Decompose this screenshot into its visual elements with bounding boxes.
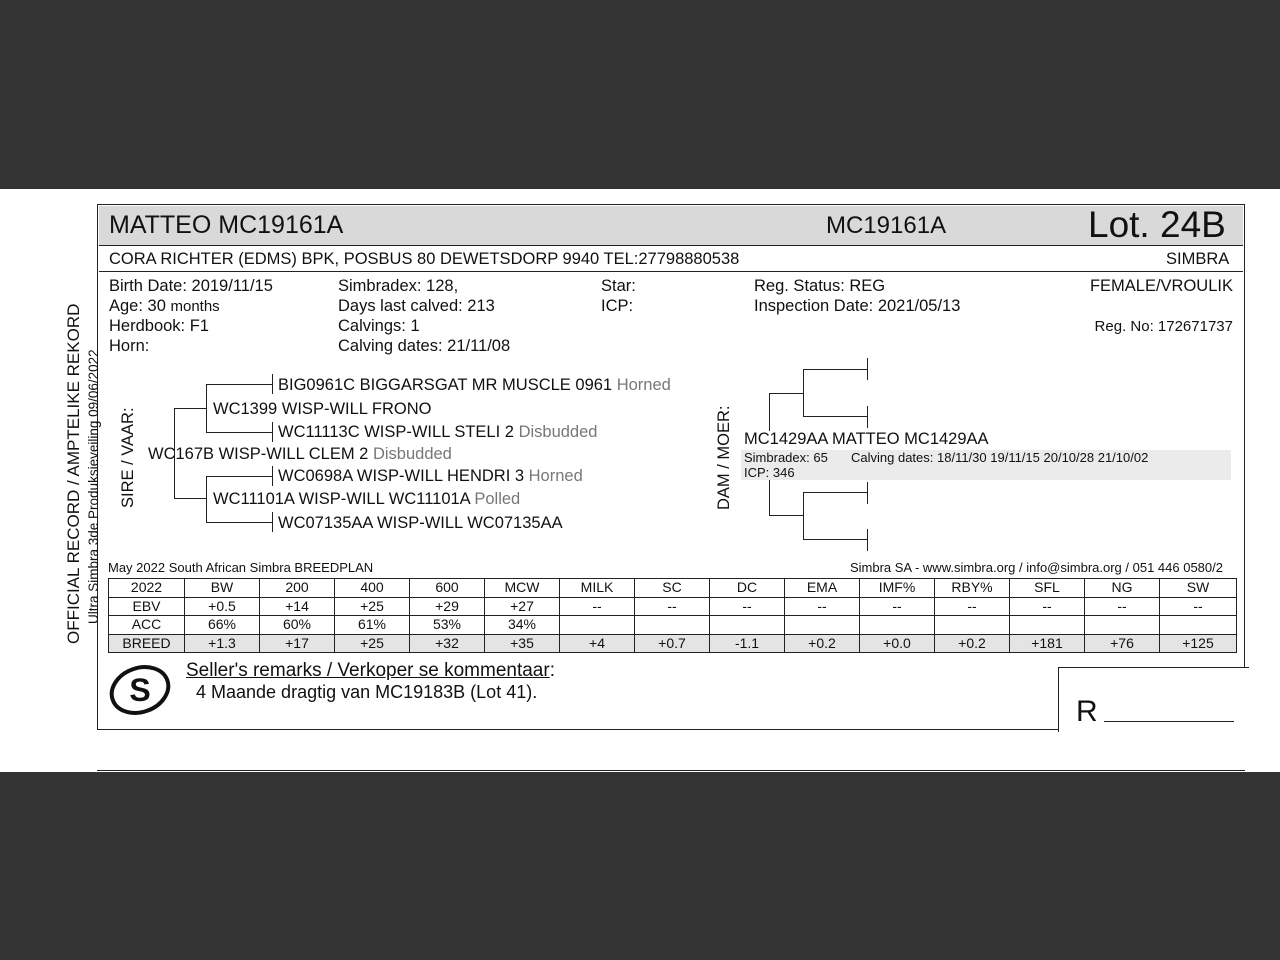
table-cell [860, 616, 935, 635]
reg-status: Reg. Status: REG [754, 277, 886, 295]
table-cell: -- [1010, 597, 1085, 616]
table-cell: -- [860, 597, 935, 616]
table-cell: +25 [335, 597, 410, 616]
official-record-label: OFFICIAL RECORD / AMPTELIKE REKORD [64, 303, 83, 644]
tree-line [803, 539, 867, 540]
icp: ICP: [601, 297, 634, 315]
table-cell [635, 616, 710, 635]
tree-line [272, 512, 273, 532]
table-cell: +29 [410, 597, 485, 616]
tree-line [206, 384, 273, 385]
birth-date: Birth Date: 2019/11/15 [109, 277, 273, 295]
pedigree-sire: WC167B WISP-WILL CLEM 2 Disbudded [148, 445, 452, 463]
simbradex: Simbradex: 128, [338, 277, 459, 295]
table-header: 400 [335, 579, 410, 598]
table-header: RBY% [935, 579, 1010, 598]
table-header: DC [710, 579, 785, 598]
tree-line [803, 492, 804, 540]
logo-letter: S [129, 672, 151, 708]
horn-tag: Horned [528, 467, 583, 485]
calvings: Calvings: 1 [338, 317, 420, 335]
pedigree-dam: MC1429AA MATTEO MC1429AA [744, 430, 989, 448]
table-cell [710, 616, 785, 635]
table-cell: +35 [485, 634, 560, 653]
lot-number: Lot. 24B [1088, 204, 1226, 245]
breedplan-caption: May 2022 South African Simbra BREEDPLAN [108, 560, 374, 575]
table-cell: -- [785, 597, 860, 616]
age-unit: months [170, 298, 220, 315]
table-header: NG [1085, 579, 1160, 598]
tree-line [206, 432, 273, 433]
tree-line [867, 358, 868, 380]
tree-line [769, 393, 803, 394]
pedigree-sire-sire-sire: BIG0961C BIGGARSGAT MR MUSCLE 0961 Horned [278, 376, 671, 394]
table-cell: 61% [335, 616, 410, 635]
tree-line [769, 515, 803, 516]
tree-line [174, 498, 206, 499]
breed-label: SIMBRA [1166, 250, 1230, 268]
table-header: BW [185, 579, 260, 598]
table-cell: 53% [410, 616, 485, 635]
ebv-table [108, 578, 1237, 653]
horn-tag: Polled [474, 490, 521, 508]
table-cell: +0.0 [860, 634, 935, 653]
tree-line [867, 529, 868, 551]
tree-line [803, 369, 804, 417]
table-row-acc [109, 616, 1237, 635]
table-cell [935, 616, 1010, 635]
table-cell: +1.3 [185, 634, 260, 653]
dam-label: DAM / MOER: [715, 405, 733, 510]
table-cell [1010, 616, 1085, 635]
age [109, 297, 220, 316]
star: Star: [601, 277, 636, 295]
table-cell: +0.2 [785, 634, 860, 653]
tree-line [867, 406, 868, 428]
pedigree-sire-dam-dam: WC07135AA WISP-WILL WC07135AA [278, 514, 563, 532]
calving-dates: Calving dates: 21/11/08 [338, 337, 511, 355]
horn-tag: Horned [616, 376, 671, 394]
animal-name: MATTEO MC19161A [109, 211, 344, 239]
table-cell: -- [635, 597, 710, 616]
tree-line [803, 416, 867, 417]
pedigree-sire-sire-dam: WC11113C WISP-WILL STELI 2 Disbudded [278, 423, 598, 441]
reg-number: Reg. No: 172671737 [1094, 318, 1233, 335]
table-cell: EBV [109, 597, 185, 616]
age-value: Age: 30 [109, 297, 166, 315]
tree-line [206, 476, 207, 523]
tree-line [206, 522, 273, 523]
table-header-row [109, 579, 1237, 598]
price-currency: R [1076, 695, 1098, 728]
tree-line [803, 492, 867, 493]
table-header: MCW [485, 579, 560, 598]
horn-tag: Disbudded [372, 445, 452, 463]
tree-line [803, 369, 867, 370]
table-cell: +76 [1085, 634, 1160, 653]
tree-line [769, 480, 770, 516]
tree-line [206, 476, 273, 477]
table-cell [560, 616, 635, 635]
table-header: SW [1160, 579, 1237, 598]
tree-line [272, 422, 273, 442]
contact-caption: Simbra SA - www.simbra.org / info@simbra.org / 051 446 0580/2 [849, 560, 1223, 575]
remarks-text: 4 Maande dragtig van MC19183B (Lot 41). [196, 682, 538, 702]
tree-line [769, 393, 770, 431]
table-cell: 60% [260, 616, 335, 635]
table-cell: -- [710, 597, 785, 616]
dam-simbradex: Simbradex: 65 [744, 450, 828, 465]
table-cell: +0.7 [635, 634, 710, 653]
table-header: 600 [410, 579, 485, 598]
herdbook: Herdbook: F1 [109, 317, 209, 335]
inspection-date: Inspection Date: 2021/05/13 [754, 297, 961, 315]
price-blank-line [1104, 721, 1234, 722]
table-cell: +0.2 [935, 634, 1010, 653]
table-cell: +32 [410, 634, 485, 653]
table-cell: +17 [260, 634, 335, 653]
table-row-breed [109, 634, 1237, 653]
table-cell: +4 [560, 634, 635, 653]
horn-tag: Disbudded [518, 423, 598, 441]
pedigree-sire-sire: WC1399 WISP-WILL FRONO [213, 400, 432, 418]
table-cell [785, 616, 860, 635]
sale-label: Ultra Simbra 3de Produksieveiling 09/06/2022 [86, 349, 101, 624]
table-header: SC [635, 579, 710, 598]
next-card-edge [97, 770, 1245, 771]
sex-label: FEMALE/VROULIK [1089, 277, 1233, 295]
days-last-calved: Days last calved: 213 [338, 297, 495, 315]
table-cell: +14 [260, 597, 335, 616]
table-cell: -- [935, 597, 1010, 616]
table-cell: 34% [485, 616, 560, 635]
pedigree-sire-dam: WC11101A WISP-WILL WC11101A Polled [213, 490, 521, 508]
dam-calving-dates: Calving dates: 18/11/30 19/11/15 20/10/28 21/10/02 [851, 450, 1149, 465]
table-header: MILK [560, 579, 635, 598]
tree-line [174, 408, 206, 409]
remarks-title: Seller's remarks / Verkoper se kommentaar: [186, 660, 555, 681]
sire-label: SIRE / VAAR: [119, 407, 137, 508]
table-cell [1085, 616, 1160, 635]
table-cell: -1.1 [710, 634, 785, 653]
simbra-logo-icon [108, 661, 172, 717]
table-cell: +0.5 [185, 597, 260, 616]
table-cell: -- [560, 597, 635, 616]
animal-code: MC19161A [826, 212, 947, 239]
table-cell: +125 [1160, 634, 1237, 653]
table-header: 2022 [109, 579, 185, 598]
table-row-ebv [109, 597, 1237, 616]
table-cell: -- [1085, 597, 1160, 616]
tree-line [867, 482, 868, 504]
table-cell: +25 [335, 634, 410, 653]
horn-status: Horn: [109, 337, 150, 355]
table-cell: BREED [109, 634, 185, 653]
table-cell: 66% [185, 616, 260, 635]
table-cell: -- [1160, 597, 1237, 616]
tree-line [272, 466, 273, 486]
table-cell: ACC [109, 616, 185, 635]
table-header: IMF% [860, 579, 935, 598]
table-cell [1160, 616, 1237, 635]
pedigree-sire-dam-sire: WC0698A WISP-WILL HENDRI 3 Horned [278, 467, 583, 485]
tree-line [206, 384, 207, 433]
owner-line: CORA RICHTER (EDMS) BPK, POSBUS 80 DEWETSDORP 9940 TEL:27798880538 [109, 250, 740, 268]
table-header: EMA [785, 579, 860, 598]
table-header: 200 [260, 579, 335, 598]
table-cell: +181 [1010, 634, 1085, 653]
table-header: SFL [1010, 579, 1085, 598]
table-cell: +27 [485, 597, 560, 616]
tree-line [272, 374, 273, 394]
dam-icp: ICP: 346 [744, 465, 795, 480]
